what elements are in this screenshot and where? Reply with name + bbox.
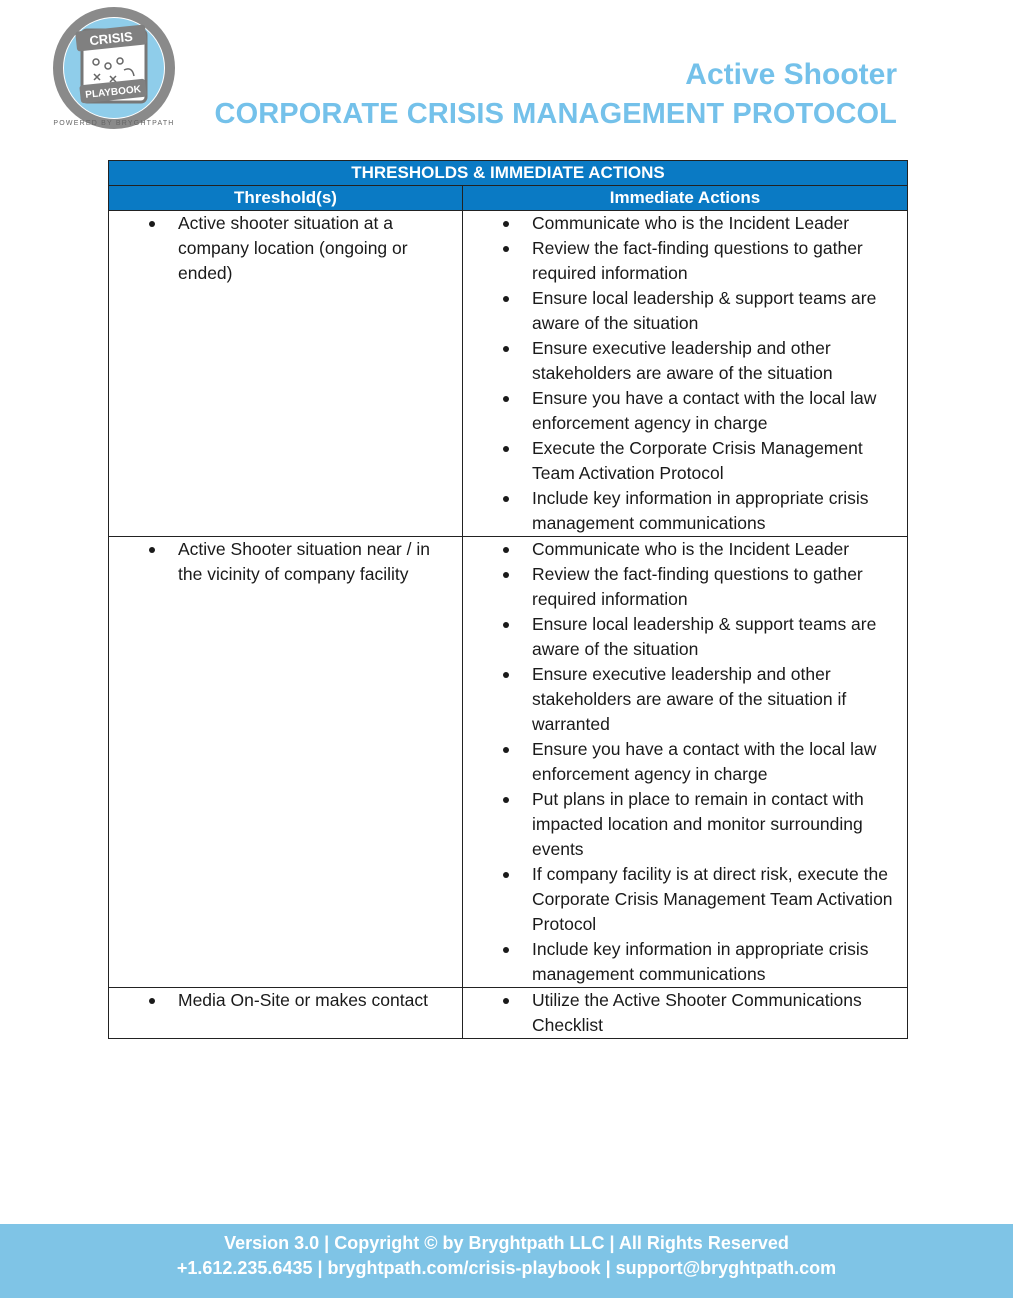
action-item: Ensure executive leadership and other stakeholders are aware of the situation xyxy=(463,336,907,386)
column-header-actions: Immediate Actions xyxy=(463,186,908,211)
threshold-item: Active shooter situation at a company location (ongoing or ended) xyxy=(109,211,462,286)
logo-top-text: CRISIS xyxy=(88,28,134,49)
column-header-thresholds: Threshold(s) xyxy=(109,186,463,211)
table-row xyxy=(109,537,908,988)
threshold-item: Active Shooter situation near / in the vicinity of company facility xyxy=(109,537,462,587)
action-item: Put plans in place to remain in contact with impacted location and monitor surrounding events xyxy=(463,787,907,862)
action-item: Communicate who is the Incident Leader xyxy=(463,537,907,562)
threshold-cell xyxy=(109,211,463,537)
action-item: Execute the Corporate Crisis Management Team Activation Protocol xyxy=(463,436,907,486)
action-item: Ensure you have a contact with the local law enforcement agency in charge xyxy=(463,386,907,436)
action-item: Communicate who is the Incident Leader xyxy=(463,211,907,236)
action-item: Review the fact-finding questions to gather required information xyxy=(463,562,907,612)
crisis-playbook-logo xyxy=(52,6,176,130)
page-title: Active Shooter xyxy=(685,58,897,91)
footer-contact: +1.612.235.6435 | bryghtpath.com/crisis-playbook | support@bryghtpath.com xyxy=(176,1258,837,1278)
action-item: If company facility is at direct risk, execute the Corporate Crisis Management Team Activation Protocol xyxy=(463,862,907,937)
threshold-item: Media On-Site or makes contact xyxy=(109,988,462,1013)
table-row xyxy=(109,211,908,537)
threshold-cell xyxy=(109,537,463,988)
actions-cell xyxy=(463,988,908,1039)
action-item: Ensure executive leadership and other stakeholders are aware of the situation if warranted xyxy=(463,662,907,737)
page-footer xyxy=(0,1224,1013,1298)
threshold-cell xyxy=(109,988,463,1039)
table-caption: THRESHOLDS & IMMEDIATE ACTIONS xyxy=(109,161,908,186)
action-item: Utilize the Active Shooter Communications Checklist xyxy=(463,988,907,1038)
page-subtitle: CORPORATE CRISIS MANAGEMENT PROTOCOL xyxy=(214,98,897,130)
action-item: Ensure you have a contact with the local law enforcement agency in charge xyxy=(463,737,907,787)
logo-caption: POWERED BY BRYGHTPATH xyxy=(53,120,175,127)
table-row xyxy=(109,988,908,1039)
logo-bottom-text: PLAYBOOK xyxy=(84,84,142,101)
action-item: Ensure local leadership & support teams are aware of the situation xyxy=(463,612,907,662)
actions-cell xyxy=(463,211,908,537)
footer-copyright: Version 3.0 | Copyright © by Bryghtpath LLC | All Rights Reserved xyxy=(224,1233,789,1253)
actions-cell xyxy=(463,537,908,988)
action-item: Review the fact-finding questions to gather required information xyxy=(463,236,907,286)
logo-emblem-icon xyxy=(52,6,176,130)
action-item: Include key information in appropriate crisis management communications xyxy=(463,937,907,987)
action-item: Include key information in appropriate crisis management communications xyxy=(463,486,907,536)
thresholds-actions-table xyxy=(108,160,908,1039)
action-item: Ensure local leadership & support teams are aware of the situation xyxy=(463,286,907,336)
